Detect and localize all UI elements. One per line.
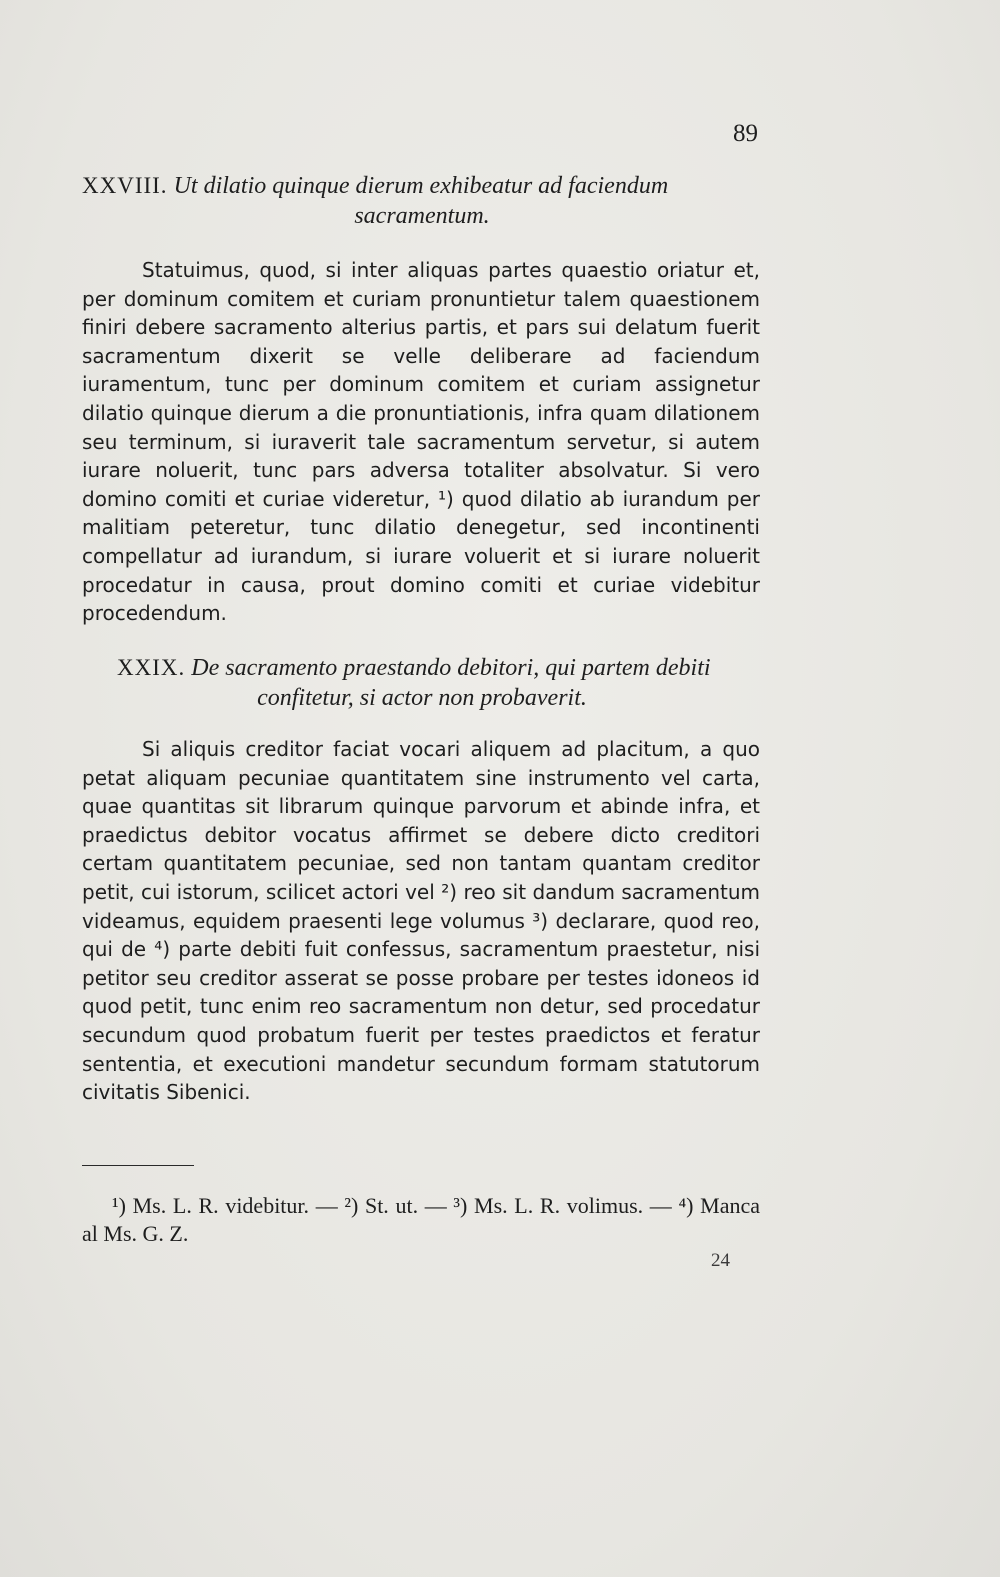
footnote-text: ¹) Ms. L. R. videbitur. — ²) St. ut. — ³) Ms. L. R. volimus. — ⁴) Manca al Ms. G. Z. [82, 1193, 760, 1246]
footnotes [82, 1192, 760, 1248]
paragraph: Statuimus, quod, si inter aliquas partes quaestio oriatur et, per dominum comitem et curiam pronuntietur talem quaestionem finiri debere sacramento alterius partis, et pars sui delatum fuerit sacramentum dixerit se velle deliberare ad faciendum iuramentum, tunc per dominum comitem et curiam assignetur dilatio quinque dierum a die pronuntiationis, infra quam dilationem seu terminum, si iuraverit tale sacramentum servetur, si autem iurare noluerit, tunc pars adversa totaliter absolvatur. Si vero domino comiti et curiae videretur, ¹) quod dilatio ab iurandum per malitiam peteretur, tunc dilatio denegetur, sed incontinenti compellatur ad iurandum, si iurare voluerit et si iurare noluerit procedatur in causa, prout domino comiti et curiae videbitur procedendum. [82, 258, 760, 626]
signature-mark: 24 [711, 1250, 730, 1271]
footnote-divider [82, 1165, 194, 1166]
section-heading-xxviii [82, 171, 762, 231]
paragraph: Si aliquis creditor faciat vocari aliquem ad placitum, a quo petat aliquam pecuniae quantitatem sine instrumento vel carta, quae quantitas sit librarum quinque parvorum et abinde infra, et praedictus debitor vocatus affirmet se debere dicto creditori certam quantitatem pecuniae, sed non tantam quantam creditor petit, cui istorum, scilicet actori vel ²) reo sit dandum sacramentum videamus, equidem praesenti lege volumus ³) declarare, quod reo, qui de ⁴) parte debiti fuit confessus, sacramentum praestetur, nisi petitor seu creditor asserat se posse probare per testes idoneos id quod petit, tunc enim reo sacramentum non detur, sed procedatur secundum quod probatum fuerit per testes praedictos et feratur sententia, et executioni mandetur secundum formam statutorum civitatis Sibenici. [82, 737, 760, 1105]
section-number: XXIX. [117, 655, 186, 680]
section-title-line: Ut dilatio quinque dierum exhibeatur ad faciendum [173, 173, 669, 199]
section-title-line: confitetur, si actor non probaverit. [257, 685, 587, 711]
section-title-line: De sacramento praestando debitori, qui partem debiti [191, 655, 711, 681]
section-title-line: sacramentum. [354, 203, 490, 229]
section-heading-xxix [82, 653, 762, 713]
section-body-xxviii [82, 256, 760, 628]
section-number: XXVIII. [82, 173, 168, 198]
section-body-xxix [82, 735, 760, 1107]
page-number: 89 [733, 120, 758, 147]
